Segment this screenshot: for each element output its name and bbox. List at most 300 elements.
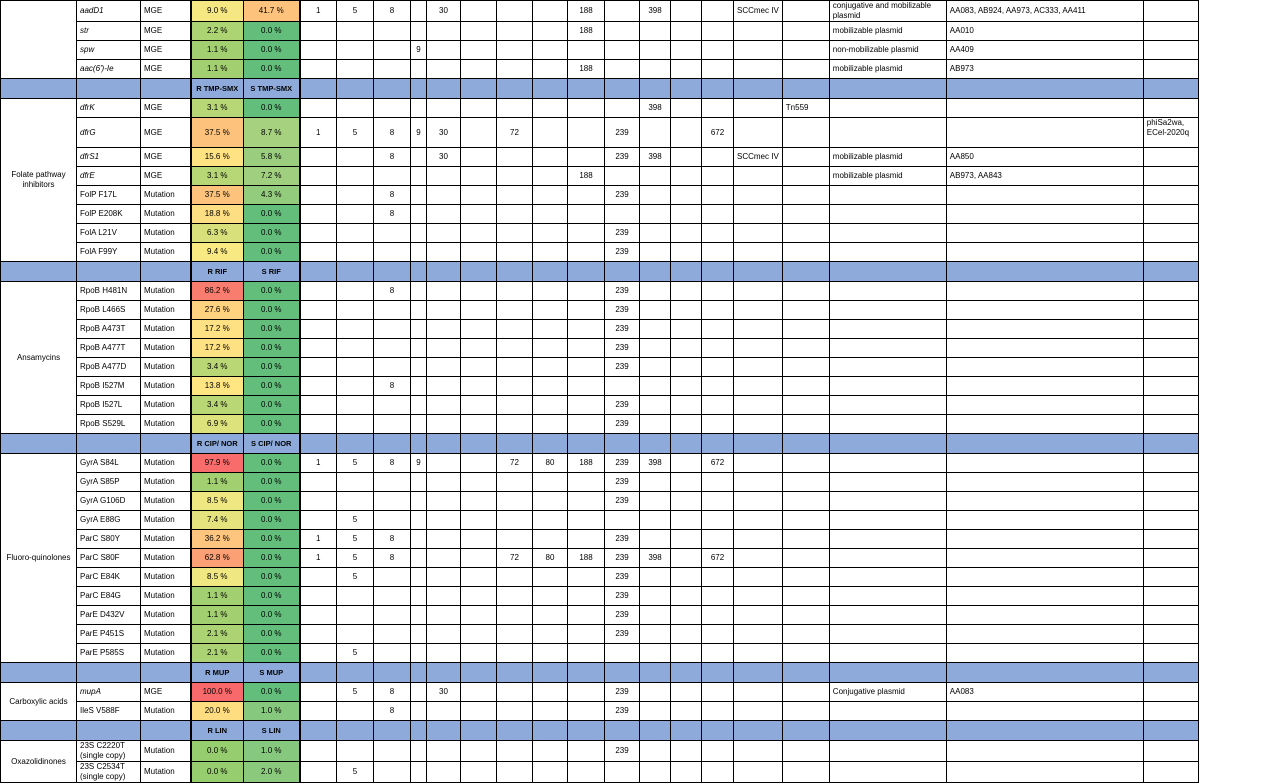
empty-cell bbox=[702, 1, 734, 22]
susceptible-percent: 0.0 % bbox=[244, 625, 300, 644]
susceptible-percent: 0.0 % bbox=[244, 22, 300, 41]
empty-cell bbox=[533, 243, 568, 262]
empty-cell bbox=[568, 99, 605, 118]
empty-cell bbox=[734, 167, 783, 186]
empty-cell bbox=[533, 358, 568, 377]
empty-cell bbox=[782, 702, 829, 721]
gene-name: GyrA E88G bbox=[77, 511, 141, 530]
header-blank bbox=[411, 434, 427, 454]
empty-cell bbox=[829, 741, 946, 762]
empty-cell bbox=[300, 377, 337, 396]
header-resistant: R LIN bbox=[191, 721, 244, 741]
header-blank bbox=[497, 434, 533, 454]
empty-cell bbox=[734, 549, 783, 568]
mechanism-type: Mutation bbox=[141, 625, 191, 644]
sequence-type: 239 bbox=[605, 320, 640, 339]
empty-cell bbox=[300, 224, 337, 243]
table-row bbox=[1, 282, 1199, 301]
susceptible-percent: 0.0 % bbox=[244, 282, 300, 301]
susceptible-percent: 0.0 % bbox=[244, 587, 300, 606]
empty-cell bbox=[702, 473, 734, 492]
empty-cell bbox=[671, 339, 702, 358]
empty-cell bbox=[568, 606, 605, 625]
sequence-type: 239 bbox=[605, 118, 640, 148]
empty-cell bbox=[734, 224, 783, 243]
sequence-type: 188 bbox=[568, 167, 605, 186]
empty-cell bbox=[946, 702, 1143, 721]
empty-cell bbox=[497, 224, 533, 243]
empty-cell bbox=[782, 644, 829, 663]
empty-cell bbox=[946, 377, 1143, 396]
isolate-ids: AB973 bbox=[946, 60, 1143, 79]
antibiotic-class bbox=[1, 1, 77, 79]
table-row bbox=[1, 118, 1199, 148]
header-susceptible: S MUP bbox=[244, 663, 300, 683]
susceptible-percent: 0.0 % bbox=[244, 644, 300, 663]
susceptible-percent: 0.0 % bbox=[244, 549, 300, 568]
header-blank bbox=[533, 262, 568, 282]
class-header-row bbox=[1, 663, 1199, 683]
susceptible-percent: 0.0 % bbox=[244, 320, 300, 339]
empty-cell bbox=[568, 568, 605, 587]
sequence-type: 672 bbox=[702, 454, 734, 473]
resistant-percent: 15.6 % bbox=[191, 148, 244, 167]
empty-cell bbox=[640, 625, 671, 644]
table-row bbox=[1, 1, 1199, 22]
empty-cell bbox=[946, 396, 1143, 415]
empty-cell bbox=[782, 60, 829, 79]
empty-cell bbox=[497, 339, 533, 358]
empty-cell bbox=[1143, 1, 1198, 22]
empty-cell bbox=[411, 396, 427, 415]
empty-cell bbox=[671, 358, 702, 377]
resistant-percent: 3.1 % bbox=[191, 167, 244, 186]
header-blank bbox=[461, 721, 497, 741]
table-row bbox=[1, 683, 1199, 702]
gene-name: str bbox=[77, 22, 141, 41]
susceptible-percent: 0.0 % bbox=[244, 396, 300, 415]
empty-cell bbox=[946, 301, 1143, 320]
sequence-type: 239 bbox=[605, 568, 640, 587]
sequence-type: 239 bbox=[605, 473, 640, 492]
empty-cell bbox=[1143, 339, 1198, 358]
empty-cell bbox=[374, 415, 411, 434]
table-row bbox=[1, 301, 1199, 320]
empty-cell bbox=[337, 339, 374, 358]
empty-cell bbox=[374, 511, 411, 530]
header-blank bbox=[1, 721, 77, 741]
empty-cell bbox=[702, 683, 734, 702]
table-row bbox=[1, 377, 1199, 396]
empty-cell bbox=[497, 377, 533, 396]
empty-cell bbox=[1143, 549, 1198, 568]
empty-cell bbox=[411, 492, 427, 511]
empty-cell bbox=[640, 377, 671, 396]
sequence-type: 8 bbox=[374, 377, 411, 396]
empty-cell bbox=[374, 99, 411, 118]
susceptible-percent: 0.0 % bbox=[244, 568, 300, 587]
empty-cell bbox=[497, 358, 533, 377]
sequence-type: 8 bbox=[374, 148, 411, 167]
sequence-type: 8 bbox=[374, 205, 411, 224]
empty-cell bbox=[461, 454, 497, 473]
sequence-type: 239 bbox=[605, 358, 640, 377]
empty-cell bbox=[702, 568, 734, 587]
header-susceptible: S LIN bbox=[244, 721, 300, 741]
empty-cell bbox=[461, 186, 497, 205]
empty-cell bbox=[946, 243, 1143, 262]
empty-cell bbox=[1143, 473, 1198, 492]
isolate-ids: AA010 bbox=[946, 22, 1143, 41]
susceptible-percent: 0.0 % bbox=[244, 683, 300, 702]
empty-cell bbox=[533, 41, 568, 60]
empty-cell bbox=[702, 99, 734, 118]
empty-cell bbox=[782, 339, 829, 358]
sequence-type: 239 bbox=[605, 148, 640, 167]
empty-cell bbox=[702, 702, 734, 721]
empty-cell bbox=[337, 243, 374, 262]
mechanism-type: MGE bbox=[141, 118, 191, 148]
empty-cell bbox=[702, 148, 734, 167]
empty-cell bbox=[497, 396, 533, 415]
header-resistant: R MUP bbox=[191, 663, 244, 683]
empty-cell bbox=[337, 320, 374, 339]
empty-cell bbox=[497, 41, 533, 60]
table-row bbox=[1, 320, 1199, 339]
sequence-type: 188 bbox=[568, 454, 605, 473]
resistant-percent: 0.0 % bbox=[191, 741, 244, 762]
empty-cell bbox=[374, 339, 411, 358]
empty-cell bbox=[640, 492, 671, 511]
empty-cell bbox=[427, 167, 461, 186]
empty-cell bbox=[782, 358, 829, 377]
susceptible-percent: 0.0 % bbox=[244, 301, 300, 320]
plasmid-type: conjugative and mobilizable plasmid bbox=[829, 1, 946, 22]
empty-cell bbox=[337, 587, 374, 606]
empty-cell bbox=[782, 568, 829, 587]
empty-cell bbox=[337, 224, 374, 243]
header-blank bbox=[640, 262, 671, 282]
resistant-percent: 97.9 % bbox=[191, 454, 244, 473]
mechanism-type: MGE bbox=[141, 99, 191, 118]
header-blank bbox=[141, 434, 191, 454]
header-blank bbox=[461, 663, 497, 683]
header-blank bbox=[605, 79, 640, 99]
empty-cell bbox=[411, 60, 427, 79]
empty-cell bbox=[461, 118, 497, 148]
empty-cell bbox=[427, 99, 461, 118]
empty-cell bbox=[427, 22, 461, 41]
sequence-type: 398 bbox=[640, 148, 671, 167]
empty-cell bbox=[671, 644, 702, 663]
susceptible-percent: 4.3 % bbox=[244, 186, 300, 205]
header-blank bbox=[782, 721, 829, 741]
susceptible-percent: 0.0 % bbox=[244, 492, 300, 511]
empty-cell bbox=[568, 282, 605, 301]
header-blank bbox=[640, 434, 671, 454]
phage-element: phiSa2wa, ECel-2020q bbox=[1143, 118, 1198, 148]
empty-cell bbox=[374, 396, 411, 415]
empty-cell bbox=[829, 606, 946, 625]
header-blank bbox=[671, 262, 702, 282]
mechanism-type: Mutation bbox=[141, 530, 191, 549]
empty-cell bbox=[671, 41, 702, 60]
header-blank bbox=[427, 663, 461, 683]
susceptible-percent: 0.0 % bbox=[244, 99, 300, 118]
empty-cell bbox=[946, 415, 1143, 434]
empty-cell bbox=[671, 205, 702, 224]
empty-cell bbox=[1143, 358, 1198, 377]
empty-cell bbox=[427, 60, 461, 79]
empty-cell bbox=[734, 492, 783, 511]
empty-cell bbox=[702, 339, 734, 358]
mechanism-type: Mutation bbox=[141, 511, 191, 530]
empty-cell bbox=[782, 186, 829, 205]
header-blank bbox=[1143, 79, 1198, 99]
empty-cell bbox=[782, 224, 829, 243]
resistant-percent: 17.2 % bbox=[191, 320, 244, 339]
empty-cell bbox=[946, 492, 1143, 511]
empty-cell bbox=[411, 473, 427, 492]
table-row bbox=[1, 473, 1199, 492]
empty-cell bbox=[946, 762, 1143, 783]
empty-cell bbox=[300, 762, 337, 783]
empty-cell bbox=[568, 224, 605, 243]
empty-cell bbox=[568, 530, 605, 549]
empty-cell bbox=[782, 1, 829, 22]
empty-cell bbox=[782, 530, 829, 549]
empty-cell bbox=[671, 587, 702, 606]
empty-cell bbox=[411, 22, 427, 41]
header-blank bbox=[640, 79, 671, 99]
empty-cell bbox=[702, 320, 734, 339]
empty-cell bbox=[671, 60, 702, 79]
header-blank bbox=[427, 721, 461, 741]
resistant-percent: 0.0 % bbox=[191, 762, 244, 783]
empty-cell bbox=[411, 741, 427, 762]
empty-cell bbox=[411, 243, 427, 262]
empty-cell bbox=[497, 511, 533, 530]
sequence-type: 9 bbox=[411, 118, 427, 148]
empty-cell bbox=[497, 587, 533, 606]
empty-cell bbox=[497, 167, 533, 186]
sequence-type: 5 bbox=[337, 511, 374, 530]
empty-cell bbox=[829, 243, 946, 262]
empty-cell bbox=[300, 358, 337, 377]
empty-cell bbox=[533, 1, 568, 22]
empty-cell bbox=[702, 301, 734, 320]
empty-cell bbox=[946, 224, 1143, 243]
empty-cell bbox=[640, 243, 671, 262]
empty-cell bbox=[734, 473, 783, 492]
empty-cell bbox=[411, 339, 427, 358]
empty-cell bbox=[640, 415, 671, 434]
empty-cell bbox=[1143, 644, 1198, 663]
empty-cell bbox=[640, 358, 671, 377]
empty-cell bbox=[411, 186, 427, 205]
gene-name: RpoB I527M bbox=[77, 377, 141, 396]
header-blank bbox=[568, 721, 605, 741]
header-blank bbox=[461, 262, 497, 282]
susceptible-percent: 2.0 % bbox=[244, 762, 300, 783]
gene-name: FolA L21V bbox=[77, 224, 141, 243]
header-blank bbox=[1, 434, 77, 454]
empty-cell bbox=[734, 568, 783, 587]
empty-cell bbox=[411, 530, 427, 549]
empty-cell bbox=[461, 41, 497, 60]
sequence-type: 239 bbox=[605, 683, 640, 702]
mechanism-type: MGE bbox=[141, 683, 191, 702]
empty-cell bbox=[300, 282, 337, 301]
empty-cell bbox=[829, 224, 946, 243]
gene-name: mupA bbox=[77, 683, 141, 702]
sequence-type: 239 bbox=[605, 702, 640, 721]
empty-cell bbox=[702, 587, 734, 606]
empty-cell bbox=[1143, 625, 1198, 644]
empty-cell bbox=[734, 320, 783, 339]
empty-cell bbox=[640, 60, 671, 79]
empty-cell bbox=[461, 148, 497, 167]
table-row bbox=[1, 243, 1199, 262]
empty-cell bbox=[734, 339, 783, 358]
empty-cell bbox=[374, 60, 411, 79]
gene-name: RpoB L466S bbox=[77, 301, 141, 320]
gene-name: FolA F99Y bbox=[77, 243, 141, 262]
sequence-type: 398 bbox=[640, 99, 671, 118]
empty-cell bbox=[702, 224, 734, 243]
header-blank bbox=[533, 434, 568, 454]
empty-cell bbox=[702, 530, 734, 549]
empty-cell bbox=[946, 625, 1143, 644]
empty-cell bbox=[461, 282, 497, 301]
plasmid-type: mobilizable plasmid bbox=[829, 167, 946, 186]
resistant-percent: 62.8 % bbox=[191, 549, 244, 568]
table-row bbox=[1, 530, 1199, 549]
empty-cell bbox=[782, 473, 829, 492]
empty-cell bbox=[300, 186, 337, 205]
empty-cell bbox=[427, 606, 461, 625]
header-blank bbox=[605, 262, 640, 282]
empty-cell bbox=[734, 60, 783, 79]
resistant-percent: 37.5 % bbox=[191, 118, 244, 148]
empty-cell bbox=[568, 741, 605, 762]
sequence-type: 5 bbox=[337, 1, 374, 22]
empty-cell bbox=[427, 377, 461, 396]
empty-cell bbox=[300, 606, 337, 625]
empty-cell bbox=[671, 568, 702, 587]
header-blank bbox=[427, 262, 461, 282]
mechanism-type: Mutation bbox=[141, 492, 191, 511]
mechanism-type: Mutation bbox=[141, 606, 191, 625]
empty-cell bbox=[337, 415, 374, 434]
empty-cell bbox=[374, 320, 411, 339]
empty-cell bbox=[1143, 22, 1198, 41]
empty-cell bbox=[337, 205, 374, 224]
empty-cell bbox=[702, 741, 734, 762]
empty-cell bbox=[671, 1, 702, 22]
empty-cell bbox=[640, 702, 671, 721]
mechanism-type: Mutation bbox=[141, 473, 191, 492]
empty-cell bbox=[411, 702, 427, 721]
resistant-percent: 2.2 % bbox=[191, 22, 244, 41]
header-blank bbox=[734, 79, 783, 99]
empty-cell bbox=[461, 301, 497, 320]
header-blank bbox=[374, 721, 411, 741]
empty-cell bbox=[497, 22, 533, 41]
empty-cell bbox=[1143, 492, 1198, 511]
header-blank bbox=[300, 434, 337, 454]
empty-cell bbox=[374, 358, 411, 377]
empty-cell bbox=[734, 186, 783, 205]
sequence-type: 188 bbox=[568, 22, 605, 41]
susceptible-percent: 0.0 % bbox=[244, 511, 300, 530]
empty-cell bbox=[568, 358, 605, 377]
resistant-percent: 1.1 % bbox=[191, 41, 244, 60]
mechanism-type: MGE bbox=[141, 22, 191, 41]
empty-cell bbox=[533, 741, 568, 762]
empty-cell bbox=[374, 301, 411, 320]
empty-cell bbox=[702, 22, 734, 41]
empty-cell bbox=[782, 396, 829, 415]
empty-cell bbox=[300, 167, 337, 186]
empty-cell bbox=[497, 148, 533, 167]
empty-cell bbox=[533, 702, 568, 721]
empty-cell bbox=[829, 205, 946, 224]
empty-cell bbox=[782, 118, 829, 148]
empty-cell bbox=[946, 741, 1143, 762]
empty-cell bbox=[568, 41, 605, 60]
header-blank bbox=[337, 79, 374, 99]
empty-cell bbox=[461, 762, 497, 783]
table-row bbox=[1, 606, 1199, 625]
empty-cell bbox=[671, 118, 702, 148]
sequence-type: 1 bbox=[300, 549, 337, 568]
empty-cell bbox=[734, 99, 783, 118]
empty-cell bbox=[300, 644, 337, 663]
empty-cell bbox=[374, 741, 411, 762]
empty-cell bbox=[533, 339, 568, 358]
header-blank bbox=[671, 79, 702, 99]
susceptible-percent: 0.0 % bbox=[244, 415, 300, 434]
empty-cell bbox=[411, 1, 427, 22]
resistant-percent: 86.2 % bbox=[191, 282, 244, 301]
empty-cell bbox=[461, 492, 497, 511]
header-blank bbox=[337, 434, 374, 454]
empty-cell bbox=[497, 741, 533, 762]
empty-cell bbox=[533, 301, 568, 320]
gene-name: RpoB A473T bbox=[77, 320, 141, 339]
sequence-type: 8 bbox=[374, 683, 411, 702]
empty-cell bbox=[782, 415, 829, 434]
empty-cell bbox=[461, 22, 497, 41]
header-blank bbox=[782, 434, 829, 454]
empty-cell bbox=[427, 702, 461, 721]
empty-cell bbox=[640, 473, 671, 492]
empty-cell bbox=[640, 530, 671, 549]
empty-cell bbox=[734, 41, 783, 60]
empty-cell bbox=[782, 492, 829, 511]
susceptible-percent: 0.0 % bbox=[244, 205, 300, 224]
empty-cell bbox=[640, 741, 671, 762]
empty-cell bbox=[427, 549, 461, 568]
empty-cell bbox=[497, 186, 533, 205]
empty-cell bbox=[829, 473, 946, 492]
empty-cell bbox=[640, 22, 671, 41]
table-row bbox=[1, 41, 1199, 60]
empty-cell bbox=[461, 224, 497, 243]
empty-cell bbox=[829, 762, 946, 783]
header-susceptible: S RIF bbox=[244, 262, 300, 282]
